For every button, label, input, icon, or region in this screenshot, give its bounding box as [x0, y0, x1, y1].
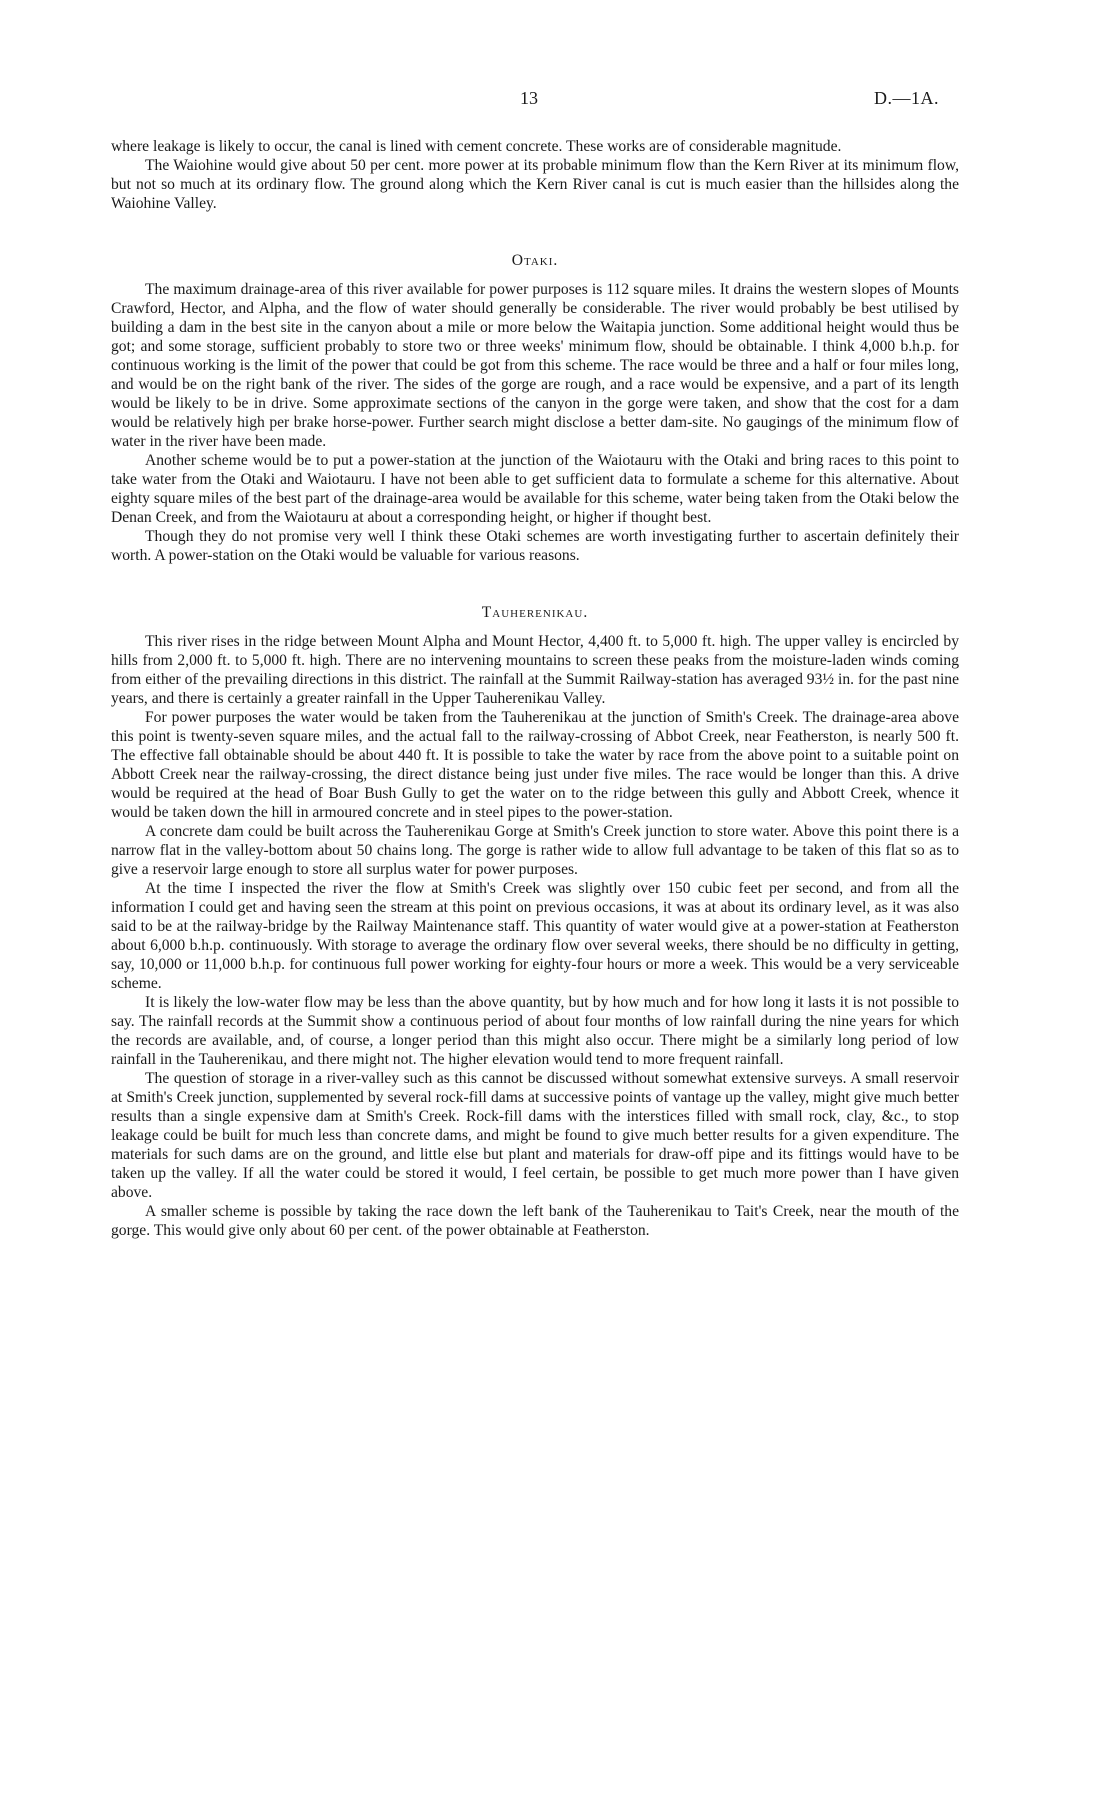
tauherenikau-paragraph: This river rises in the ridge between Mount Alpha and Mount Hector, 4,400 ft. to 5,000 ft. high. The upper valley is encircled by hills from 2,000 ft. to 5,000 ft. high. There are no intervening mountains to screen these peaks from the moisture-laden winds coming from either of the prevailing directions in this district. The rainfall at the Summit Railway-station has averaged 93½ in. for the past nine years, and there is certainly a greater rainfall in the Upper Tauherenikau Valley.	[111, 633, 959, 707]
tauherenikau-paragraph: For power purposes the water would be taken from the Tauherenikau at the junction of Smith's Creek. The drainage-area above this point is twenty-seven square miles, and the actual fall to the railway-crossing of Abbot Creek, near Featherston, is nearly 500 ft. The effective fall obtainable should be about 440 ft. It is possible to take the water by race from the above point to a suitable point on Abbott Creek near the railway-crossing, the direct distance being just under five miles. The race would be longer than this. A drive would be required at the head of Boar Bush Gully to get the water on to the ridge between this gully and Abbott Creek, whence it would be taken down the hill in armoured concrete and in steel pipes to the power-station.	[111, 709, 959, 821]
section-heading-otaki: Otaki.	[511, 252, 559, 269]
document-reference: D.—1A.	[874, 88, 939, 108]
tauherenikau-paragraph: At the time I inspected the river the flow at Smith's Creek was slightly over 150 cubic feet per second, and from all the information I could get and having seen the stream at this point on previous occasions, it was at about its ordinary level, as it was also said to be at the railway-bridge by the Railway Maintenance staff. This quantity of water would give at a power-station at Featherston about 6,000 b.h.p. continuously. With storage to average the ordinary flow over several weeks, there should be no difficulty in getting, say, 10,000 or 11,000 b.h.p. for continuous full power working for eighty-four hours or more a week. This would be a very serviceable scheme.	[111, 880, 959, 992]
page-number: 13	[520, 88, 538, 108]
paragraph-waiohine-comparison: The Waiohine would give about 50 per cent. more power at its probable minimum flow than the Kern River at its minimum flow, but not so much at its ordinary flow. The ground along which the Kern River canal is cut is much easier than the hillsides along the Waiohine Valley.	[111, 157, 959, 212]
tauherenikau-paragraph: The question of storage in a river-valley such as this cannot be discussed without somewhat extensive surveys. A small reservoir at Smith's Creek junction, supplemented by several rock-fill dams at successive points of vantage up the valley, might give much better results than a single expensive dam at Smith's Creek. Rock-fill dams with the interstices filled with small rock, clay, &c., to stop leakage could be built for much less than concrete dams, and might be found to give much better results for a given expenditure. The materials for such dams are on the ground, and little else but plant and materials for draw-off pipe and its fittings would have to be taken up the valley. If all the water could be stored it would, I feel certain, be possible to get much more power than I have given above.	[111, 1070, 959, 1201]
tauherenikau-paragraph: A smaller scheme is possible by taking the race down the left bank of the Tauherenikau to Tait's Creek, near the mouth of the gorge. This would give only about 60 per cent. of the power obtainable at Featherston.	[111, 1203, 959, 1239]
paragraph-continued: where leakage is likely to occur, the canal is lined with cement concrete. These works are of considerable magnitude.	[111, 138, 842, 155]
otaki-paragraph: The maximum drainage-area of this river available for power purposes is 112 square miles. It drains the western slopes of Mounts Crawford, Hector, and Alpha, and the flow of water should generally be considerable. The river would probably be best utilised by building a dam in the best site in the canyon about a mile or more below the Waitapia junction. Some additional height would thus be got; and some storage, sufficient probably to store two or three weeks' minimum flow, should be obtainable. I think 4,000 b.h.p. for continuous working is the limit of the power that could be got from this scheme. The race would be three and a half or four miles long, and would be on the right bank of the river. The sides of the gorge are rough, and a race would be expensive, and a part of its length would be likely to be in drive. Some approximate sections of the canyon in the gorge were taken, and show that the cost for a dam would be relatively high per brake horse-power. Further search might disclose a better dam-site. No gaugings of the minimum flow of water in the river have been made.	[111, 281, 959, 450]
document-body	[111, 137, 959, 1240]
tauherenikau-paragraph: It is likely the low-water flow may be less than the above quantity, but by how much and for how long it lasts it is not possible to say. The rainfall records at the Summit show a continuous period of about four months of low rainfall during the nine years for which the records are available, and, of course, a longer period than this might also occur. There might be a similarly long period of low rainfall in the Tauherenikau, and there might not. The higher elevation would tend to more frequent rainfall.	[111, 994, 959, 1068]
page-header	[0, 88, 1114, 112]
otaki-paragraph: Though they do not promise very well I think these Otaki schemes are worth investigating further to ascertain definitely their worth. A power-station on the Otaki would be valuable for various reasons.	[111, 528, 959, 564]
otaki-paragraph: Another scheme would be to put a power-station at the junction of the Waiotauru with the Otaki and bring races to this point to take water from the Otaki and Waiotauru. I have not been able to get sufficient data to formulate a scheme for this alternative. About eighty square miles of the best part of the drainage-area would be available for this scheme, water being taken from the Otaki below the Denan Creek, and from the Waiotauru at about a corresponding height, or higher if thought best.	[111, 452, 959, 526]
tauherenikau-paragraph: A concrete dam could be built across the Tauherenikau Gorge at Smith's Creek junction to store water. Above this point there is a narrow flat in the valley-bottom about 50 chains long. The gorge is rather wide to allow full advantage to be taken of this flat so as to give a reservoir large enough to store all surplus water for power purposes.	[111, 823, 959, 878]
section-heading-tauherenikau: Tauherenikau.	[481, 604, 589, 621]
